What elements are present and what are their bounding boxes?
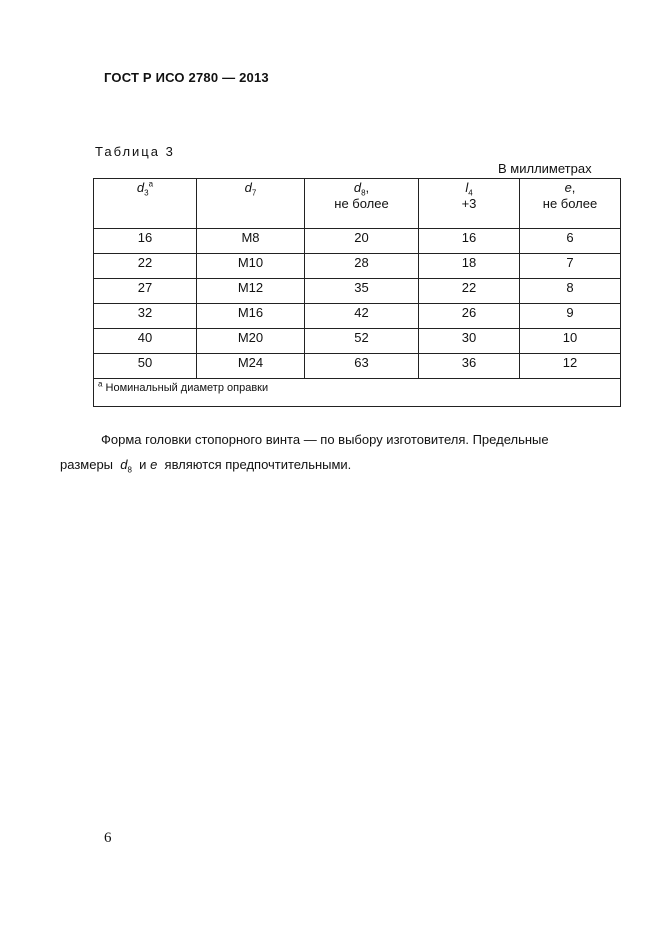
table-cell: 28 (305, 254, 419, 279)
units-note: В миллиметрах (498, 161, 592, 176)
document-header: ГОСТ Р ИСО 2780 — 2013 (104, 70, 269, 85)
table-row (94, 279, 621, 304)
table-cell: 7 (520, 254, 621, 279)
table-row (94, 254, 621, 279)
header-cell-d7: $d_7$ (197, 179, 305, 229)
table-cell: 36 (419, 354, 520, 379)
table-cell: 52 (305, 329, 419, 354)
paragraph-line-2: размеры $d_8$ и e являются предпочтительными. (60, 457, 352, 475)
page-number: 6 (104, 830, 112, 846)
table-cell: 27 (94, 279, 197, 304)
header-cell-d3: $d_3^a$ (94, 179, 197, 229)
table-cell: 50 (94, 354, 197, 379)
table-row (94, 229, 621, 254)
table-cell: M20 (197, 329, 305, 354)
table-cell: 35 (305, 279, 419, 304)
table-cell: 9 (520, 304, 621, 329)
table-cell: 42 (305, 304, 419, 329)
dimensions-table (93, 178, 621, 407)
table-cell: 8 (520, 279, 621, 304)
table-cell: 20 (305, 229, 419, 254)
table-cell: 18 (419, 254, 520, 279)
table-cell: M24 (197, 354, 305, 379)
footnote-text: Номинальный диаметр оправки (105, 382, 269, 394)
table-caption: Таблица 3 (95, 144, 175, 159)
table-cell: 12 (520, 354, 621, 379)
header-cell-e: e, не более (520, 179, 621, 229)
table-cell: 6 (520, 229, 621, 254)
table-cell: M12 (197, 279, 305, 304)
paragraph-line-1: Форма головки стопорного винта — по выбору изготовителя. Предельные (101, 432, 549, 447)
table-cell: M10 (197, 254, 305, 279)
table-cell: M8 (197, 229, 305, 254)
table-header-row (94, 179, 621, 229)
table-row (94, 329, 621, 354)
table-cell: 10 (520, 329, 621, 354)
table-cell: 40 (94, 329, 197, 354)
table-row (94, 354, 621, 379)
table-cell: 32 (94, 304, 197, 329)
table-cell: 22 (94, 254, 197, 279)
table-cell: 26 (419, 304, 520, 329)
table-row (94, 304, 621, 329)
table-cell: M16 (197, 304, 305, 329)
table-footnote (94, 379, 621, 407)
table-footnote-row (94, 379, 621, 407)
table-cell: 30 (419, 329, 520, 354)
table-cell: 22 (419, 279, 520, 304)
footnote-mark: a (98, 379, 103, 389)
table-cell: 16 (94, 229, 197, 254)
table-cell: 63 (305, 354, 419, 379)
header-cell-l4: $l_4$ +3 (419, 179, 520, 229)
table-cell: 16 (419, 229, 520, 254)
header-cell-d8: $d_8$, не более (305, 179, 419, 229)
